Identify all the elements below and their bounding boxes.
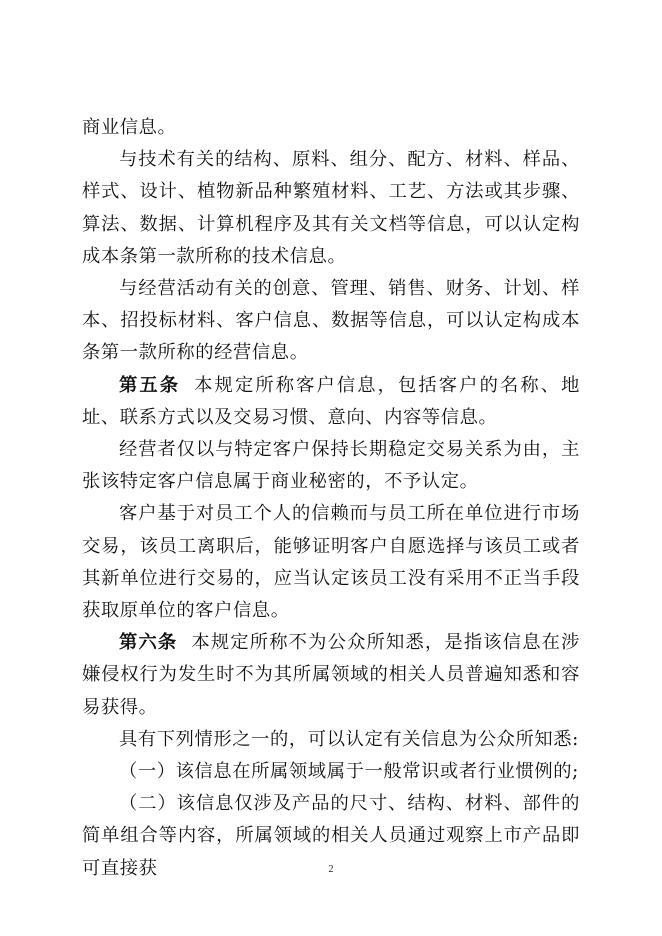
paragraph-commercial-info-end bbox=[82, 112, 580, 144]
paragraph-text: 经营者仅以与特定客户保持长期稳定交易关系为由，主张该特定客户信息属于商业秘密的，不予认定。 bbox=[82, 439, 580, 493]
paragraph-text: 本规定所称不为公众所知悉，是指该信息在涉嫌侵权行为发生时不为其所属领域的相关人员普遍知悉和容易获得。 bbox=[82, 632, 580, 718]
paragraph-article-6 bbox=[82, 627, 580, 724]
paragraph-employee-trust bbox=[82, 498, 580, 627]
paragraph-technical-info bbox=[82, 144, 580, 273]
paragraph-article-5 bbox=[82, 370, 580, 434]
paragraph-text: 与经营活动有关的创意、管理、销售、财务、计划、样本、招投标材料、客户信息、数据等信息，可以认定构成本条第一款所称的经营信息。 bbox=[82, 278, 580, 364]
page-number: 2 bbox=[328, 864, 334, 875]
document-body bbox=[82, 112, 580, 885]
article-number: 第五条 bbox=[119, 374, 181, 396]
paragraph-long-term-relationship bbox=[82, 434, 580, 498]
paragraph-text: 与技术有关的结构、原料、组分、配方、材料、样品、样式、设计、植物新品种繁殖材料、工艺、方法或其步骤、算法、数据、计算机程序及其有关文档等信息，可以认定构成本条第一款所称的技术信息。 bbox=[82, 149, 580, 267]
paragraph-public-knowledge-cases bbox=[82, 724, 580, 756]
paragraph-text: 商业信息。 bbox=[82, 117, 177, 138]
paragraph-text: 具有下列情形之一的，可以认定有关信息为公众所知悉: bbox=[119, 728, 579, 750]
paragraph-text: 客户基于对员工个人的信赖而与员工所在单位进行市场交易，该员工离职后，能够证明客户自愿选择与该员工或者其新单位进行交易的，应当认定该员工没有采用不正当手段获取原单位的客户信息。 bbox=[82, 503, 580, 622]
list-item-1 bbox=[82, 756, 580, 788]
paragraph-text: 本规定所称客户信息，包括客户的名称、地址、联系方式以及交易习惯、意向、内容等信息。 bbox=[82, 374, 580, 428]
paragraph-text: （一）该信息在所属领域属于一般常识或者行业惯例的; bbox=[119, 761, 579, 783]
article-number: 第六条 bbox=[119, 632, 178, 654]
paragraph-text: （二）该信息仅涉及产品的尺寸、结构、材料、部件的简单组合等内容，所属领域的相关人员通过观察上市产品即可直接获 bbox=[82, 793, 580, 879]
paragraph-business-info bbox=[82, 273, 580, 370]
